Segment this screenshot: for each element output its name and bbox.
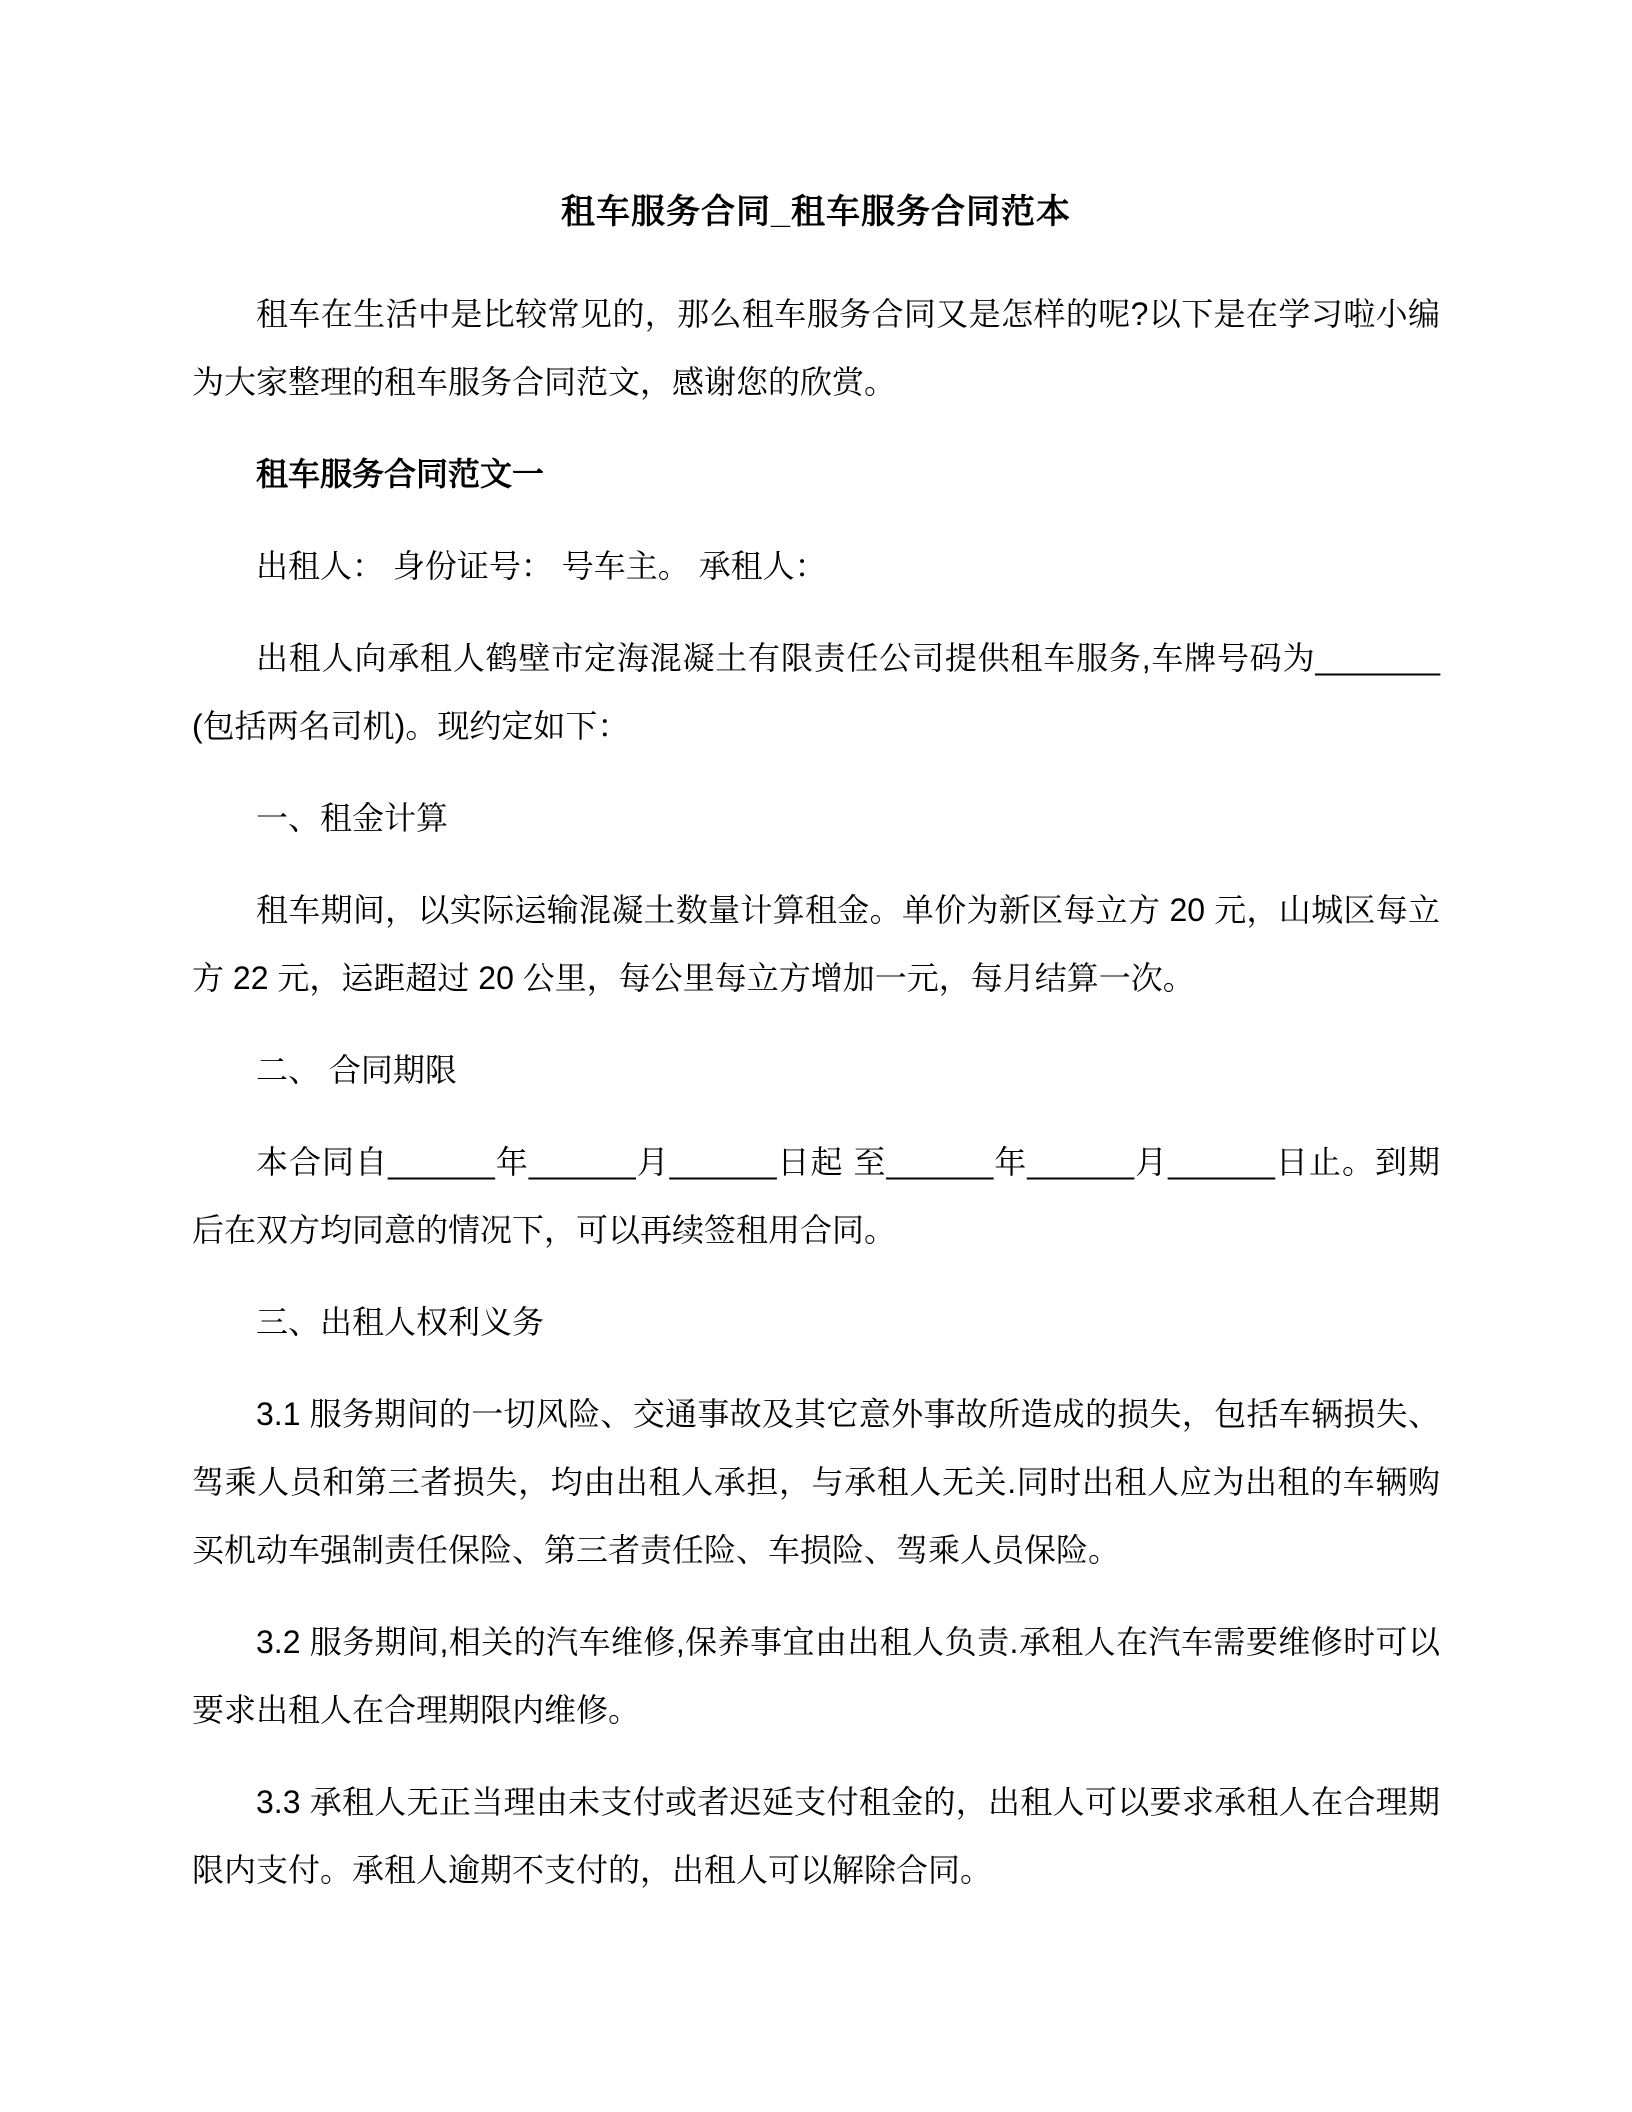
heading-sample-one: 租车服务合同范文一 <box>256 456 545 492</box>
paragraph-contract-term: 本合同自______年______月______日起 至______年______月______日止。到期后在双方均同意的情况下，可以再续签租用合同。 <box>192 1144 1440 1248</box>
document-title: 租车服务合同_租车服务合同范本 <box>561 193 1071 231</box>
paragraph-intro: 租车在生活中是比较常见的，那么租车服务合同又是怎样的呢?以下是在学习啦小编为大家整理的租车服务合同范文，感谢您的欣赏。 <box>192 296 1440 400</box>
heading-section-3-lessor-rights: 三、出租人权利义务 <box>256 1304 545 1340</box>
clause-3-1: 3.1 服务期间的一切风险、交通事故及其它意外事故所造成的损失，包括车辆损失、驾乘人员和第三者损失，均由出租人承担，与承租人无关.同时出租人应为出租的车辆购买机动车强制责任保险、第三者责任险、车损险、驾乘人员保险。 <box>192 1396 1440 1568</box>
paragraph-rent-calculation: 租车期间，以实际运输混凝土数量计算租金。单价为新区每立方 20 元，山城区每立方 22 元，运距超过 20 公里，每公里每立方增加一元，每月结算一次。 <box>192 892 1440 996</box>
heading-section-1-rent-calculation: 一、租金计算 <box>256 800 449 836</box>
heading-section-2-contract-term: 二、 合同期限 <box>256 1052 457 1088</box>
line-parties: 出租人： 身份证号： 号车主。 承租人： <box>256 548 827 584</box>
paragraph-service-summary: 出租人向承租人鹤壁市定海混凝土有限责任公司提供租车服务,车牌号码为_______(包括两名司机)。现约定如下： <box>192 640 1440 744</box>
clause-3-2: 3.2 服务期间,相关的汽车维修,保养事宜由出租人负责.承租人在汽车需要维修时可以要求出租人在合理期限内维修。 <box>192 1624 1440 1728</box>
clause-3-3: 3.3 承租人无正当理由未支付或者迟延支付租金的，出租人可以要求承租人在合理期限内支付。承租人逾期不支付的，出租人可以解除合同。 <box>192 1784 1440 1888</box>
